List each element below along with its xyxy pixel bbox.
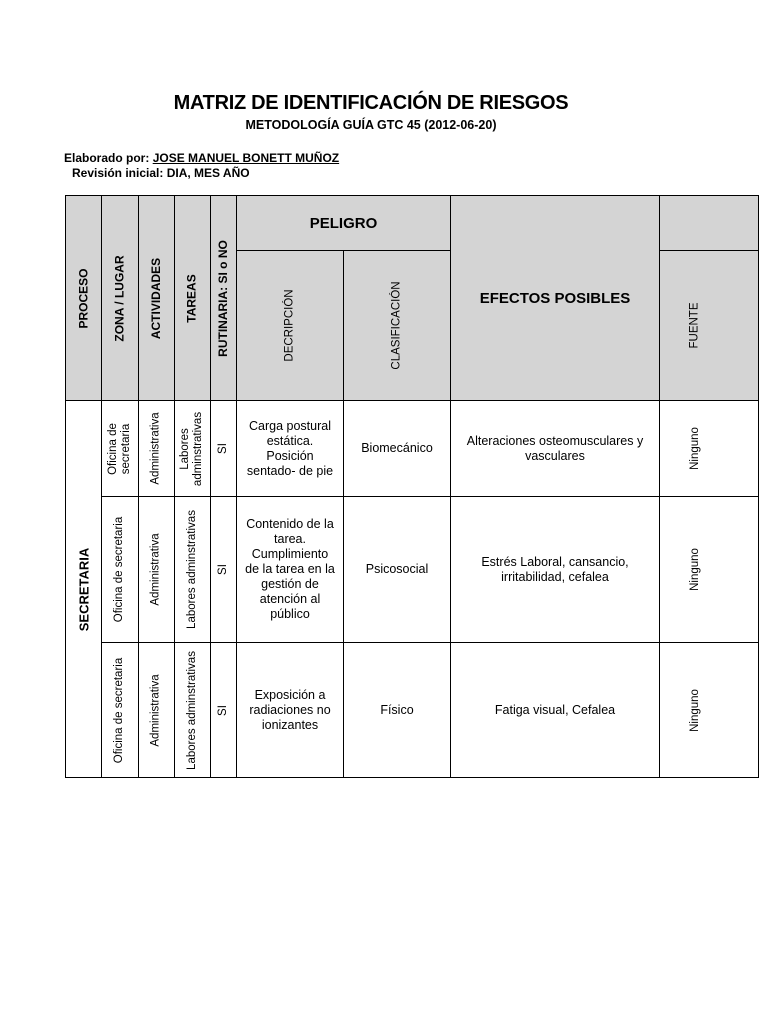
row-1-descripcion: Carga postural estática. Posición sentado- de pie <box>236 400 344 497</box>
document-subtitle: METODOLOGÍA GUÍA GTC 45 (2012-06-20) <box>245 118 497 132</box>
row-3-actividad: Administrativa <box>138 642 175 778</box>
header-fuente-group <box>659 195 759 251</box>
header-proceso: PROCESO <box>65 195 102 401</box>
row-3-efectos: Fatiga visual, Cefalea <box>450 642 660 778</box>
initial-review-label: Revisión inicial: <box>72 166 164 180</box>
header-actividades: ACTIVIDADES <box>138 195 175 401</box>
row-1-efectos: Alteraciones osteomusculares y vasculares <box>450 400 660 497</box>
row-3-clasificacion: Físico <box>343 642 451 778</box>
row-2-descripcion: Contenido de la tarea. Cumplimiento de la tarea en la gestión de atención al público <box>236 496 344 643</box>
row-2-actividad: Administrativa <box>138 496 175 643</box>
row-2-tarea: Labores adminstrativas <box>174 496 211 643</box>
prepared-by-label: Elaborado por: <box>64 151 150 165</box>
header-peligro: PELIGRO <box>236 195 451 251</box>
row-1-fuente: Ninguno <box>659 400 759 497</box>
header-tareas: TAREAS <box>174 195 211 401</box>
header-rutinaria: RUTINARIA: SI o NO <box>210 195 237 401</box>
initial-review <box>72 166 250 180</box>
header-zona: ZONA / LUGAR <box>101 195 139 401</box>
row-3-zona: Oficina de secretaria <box>101 642 139 778</box>
initial-review-value: DIA, MES AÑO <box>166 166 250 180</box>
proceso-cell: SECRETARIA <box>65 400 102 778</box>
header-clasificacion: CLASIFICACIÓN <box>343 250 451 401</box>
row-1-clasificacion: Biomecánico <box>343 400 451 497</box>
row-2-efectos: Estrés Laboral, cansancio, irritabilidad, cefalea <box>450 496 660 643</box>
header-descripcion: DECRIPCIÓN <box>236 250 344 401</box>
row-2-fuente: Ninguno <box>659 496 759 643</box>
header-fuente: FUENTE <box>659 250 759 401</box>
row-1-rutinaria: SI <box>210 400 237 497</box>
row-1-tarea: Labores adminstrativas <box>174 400 211 497</box>
row-1-zona: Oficina de secretaria <box>101 400 139 497</box>
header-efectos: EFECTOS POSIBLES <box>450 195 660 401</box>
row-3-rutinaria: SI <box>210 642 237 778</box>
row-2-rutinaria: SI <box>210 496 237 643</box>
row-2-zona: Oficina de secretaria <box>101 496 139 643</box>
document-title: MATRIZ DE IDENTIFICACIÓN DE RIESGOS <box>173 92 569 114</box>
row-3-descripcion: Exposición a radiaciones no ionizantes <box>236 642 344 778</box>
row-3-tarea: Labores adminstrativas <box>174 642 211 778</box>
prepared-by <box>64 151 339 165</box>
row-1-actividad: Administrativa <box>138 400 175 497</box>
prepared-by-value: JOSE MANUEL BONETT MUÑOZ <box>152 151 340 165</box>
row-3-fuente: Ninguno <box>659 642 759 778</box>
row-2-clasificacion: Psicosocial <box>343 496 451 643</box>
